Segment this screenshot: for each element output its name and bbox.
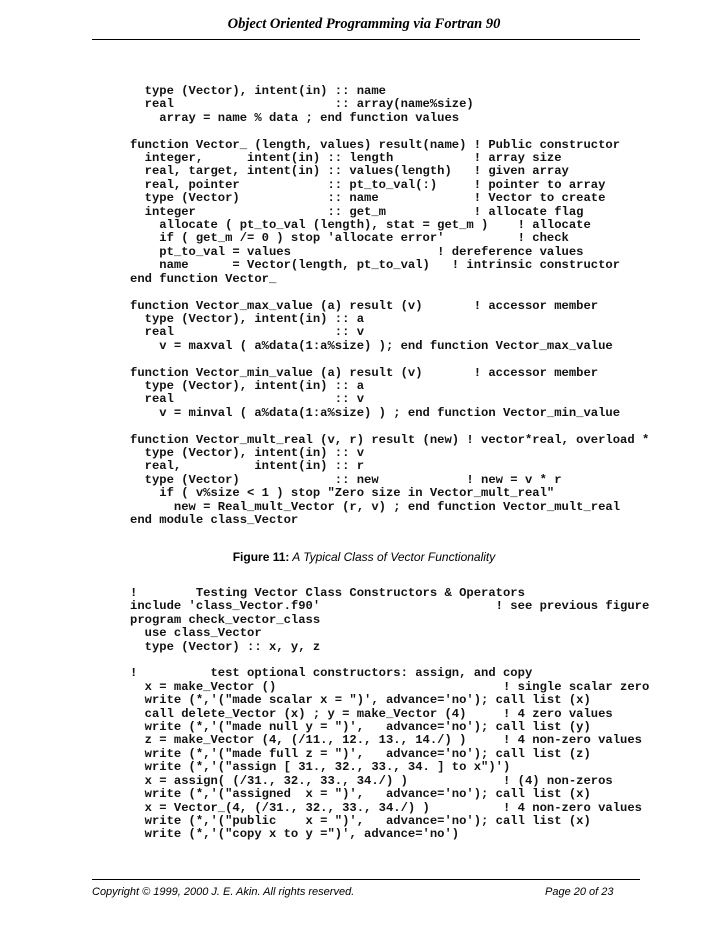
figure-caption-label: Figure 11:: [232, 550, 290, 564]
footer-page-number: Page 20 of 23: [545, 886, 614, 898]
footer-rule: [92, 879, 640, 880]
figure-caption-text: A Typical Class of Vector Functionality: [289, 550, 496, 564]
header-rule: [92, 39, 640, 40]
code-listing-vector-class: type (Vector), intent(in) :: name real :: array(name%size) array = name % data ; end function values function Vector_ (length, values) result(name) ! Public constructor integer, intent(in) :: length ! array size real, target, intent(in) :: values(length) ! given array real, pointer :: pt_to_val(:) ! pointer to array type (Vector) :: name ! Vector to create integer :: get_m ! allocate flag allocate ( pt_to_val (length), stat = get_m ) ! allocate if ( get_m /= 0 ) stop 'allocate error' ! check pt_to_val = values ! dereference values name = Vector(length, pt_to_val) ! intrinsic constructor end function Vector_ function Vector_max_value (a) result (v) ! accessor member type (Vector), intent(in) :: a real :: v v = maxval ( a%data(1:a%size) ); end function Vector_max_value function Vector_min_value (a) result (v) ! accessor member type (Vector), intent(in) :: a real :: v v = minval ( a%data(1:a%size) ) ; end function Vector_min_value function Vector_mult_real (v, r) result (new) ! vector*real, overload * type (Vector), intent(in) :: v real, intent(in) :: r type (Vector) :: new ! new = v * r if ( v%size < 1 ) stop "Zero size in Vector_mult_real" new = Real_mult_Vector (r, v) ; end function Vector_mult_real end module class_Vector: [130, 84, 650, 527]
footer-copyright: Copyright © 1999, 2000 J. E. Akin. All rights reserved.: [92, 886, 355, 898]
page-header-title: Object Oriented Programming via Fortran 90: [227, 16, 501, 32]
figure-caption: [0, 550, 728, 564]
code-listing-test-program: ! Testing Vector Class Constructors & Operators include 'class_Vector.f90' ! see previous figure program check_vector_class use class_Vector type (Vector) :: x, y, z ! test optional constructors: assign, and copy x = make_Vector () ! single scalar zero write (*,'("made scalar x = ")', advance='no'); call list (x) call delete_Vector (x) ; y = make_Vector (4) ! 4 zero values write (*,'("made null y = ")', advance='no'); call list (y) z = make_Vector (4, (/11., 12., 13., 14./) ) ! 4 non-zero values write (*,'("made full z = ")', advance='no'); call list (z) write (*,'("assign [ 31., 32., 33., 34. ] to x")') x = assign( (/31., 32., 33., 34./) ) ! (4) non-zeros write (*,'("assigned x = ")', advance='no'); call list (x) x = Vector_(4, (/31., 32., 33., 34./) ) ! 4 non-zero values write (*,'("public x = ")', advance='no'); call list (x) write (*,'("copy x to y =")', advance='no'): [130, 586, 650, 842]
